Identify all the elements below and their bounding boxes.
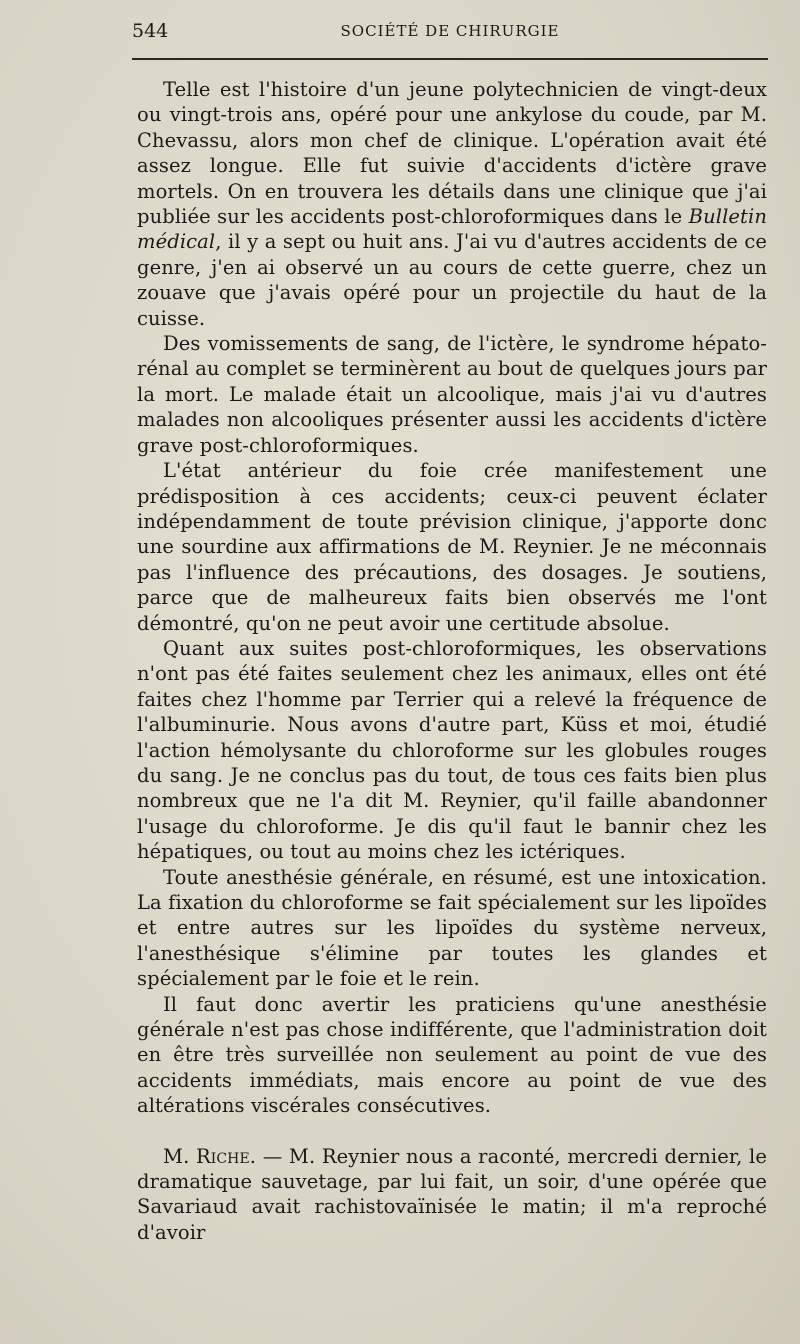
page-number: 544 xyxy=(132,20,169,42)
paragraph-3: L'état antérieur du foie crée manifestement une prédisposition à ces accidents; ceux-ci peuvent éclater indépendamment de toute prévision clinique, j'apporte donc une sourdine aux affirmations de M. Reynier. Je ne méconnais pas l'influence des précautions, des dosages. Je soutiens, parce que de malheureux faits bien observés me l'ont démontré, qu'on ne peut avoir une certitude absolue. xyxy=(137,459,767,635)
paragraph-1-text-b: , il y a sept ou huit ans. J'ai vu d'autres accidents de ce genre, j'en ai observé un au cours de cette guerre, chez un zouave que j'avais opéré pour un projectile du haut de la cuisse. xyxy=(137,230,767,330)
paragraph-5: Toute anesthésie générale, en résumé, est une intoxication. La fixation du chloroforme se fait spécialement sur les lipoïdes et entre autres sur les lipoïdes du système nerveux, l'anesthésique s'élimine par toutes les glandes et spécialement par le foie et le rein. xyxy=(137,865,767,991)
paragraph-6: Il faut donc avertir les praticiens qu'une anesthésie générale n'est pas chose indifférente, que l'administration doit en être très surveillée non seulement au point de vue des accidents immédiats, mais encore au point de vue des altérations viscérales consécutives. xyxy=(137,992,767,1118)
page-header xyxy=(132,20,768,46)
paragraph-riche-text: — M. Reynier nous a raconté, mercredi dernier, le dramatique sauvetage, par lui fait, un soir, d'une opérée que Savariaud avait rachistovaïnisée le matin; il m'a reproché d'avoir xyxy=(137,1144,767,1244)
journal-title: Bulletin médical xyxy=(137,205,767,254)
body-text xyxy=(137,77,767,1245)
paragraph-2: Des vomissements de sang, de l'ictère, le syndrome hépato-rénal au complet se terminèrent au bout de quelques jours par la mort. Le malade était un alcoolique, mais j'ai vu d'autres malades non alcooliques présenter aussi les accidents d'ictère grave post-chloroformiques. xyxy=(137,332,767,457)
speaker-name: M. Riche. xyxy=(163,1144,257,1168)
running-title: SOCIÉTÉ DE CHIRURGIE xyxy=(340,22,560,40)
paragraph-riche xyxy=(137,1144,767,1246)
header-rule xyxy=(132,58,768,60)
paragraph-1 xyxy=(137,77,767,331)
paragraph-1-text-a: Telle est l'histoire d'un jeune polytechnicien de vingt-deux ou vingt-trois ans, opéré pour une ankylose du coude, par M. Chevassu, alors mon chef de clinique. L'opération avait été assez longue. Elle fut suivie d'accidents d'ictère grave mortels. On en trouvera les détails dans une clinique que j'ai publiée sur les accidents post-chloroformiques dans le xyxy=(137,78,767,229)
paragraph-4: Quant aux suites post-chloroformiques, les observations n'ont pas été faites seulement chez les animaux, elles ont été faites chez l'homme par Terrier qui a relevé la fréquence de l'albuminurie. Nous avons d'autre part, Küss et moi, étudié l'action hémolysante du chloroforme sur les globules rouges du sang. Je ne conclus pas du tout, de tous ces faits bien plus nombreux que ne l'a dit M. Reynier, qu'il faille abandonner l'usage du chloroforme. Je dis qu'il faut le bannir chez les hépatiques, ou tout au moins chez les ictériques. xyxy=(137,636,767,864)
